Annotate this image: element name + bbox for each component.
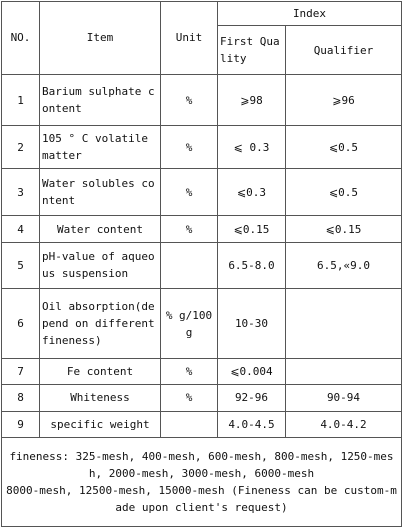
- row-item: Water content: [40, 216, 161, 242]
- row-qualifier: 6.5,«9.0: [286, 242, 402, 289]
- row-unit: %: [161, 359, 218, 385]
- table-row: [2, 411, 402, 437]
- row-first-quality: ⩽ 0.3: [218, 126, 286, 168]
- row-unit: %: [161, 385, 218, 411]
- table-row: [2, 126, 402, 168]
- row-qualifier: 4.0-4.2: [286, 411, 402, 437]
- row-item: 105 ° C volatile matter: [40, 126, 161, 168]
- specification-table: [1, 1, 402, 527]
- table-row: [2, 289, 402, 359]
- fineness-note-cell: [2, 437, 402, 526]
- row-qualifier: ⩾96: [286, 74, 402, 126]
- row-no: 3: [2, 168, 40, 216]
- row-first-quality: ⩾98: [218, 74, 286, 126]
- table-row: [2, 216, 402, 242]
- row-first-quality: 6.5-8.0: [218, 242, 286, 289]
- row-no: 8: [2, 385, 40, 411]
- row-first-quality: 92-96: [218, 385, 286, 411]
- row-item: Oil absorption(depend on different fineness): [40, 289, 161, 359]
- header-qualifier: Qualifier: [286, 26, 402, 75]
- row-unit: %: [161, 216, 218, 242]
- row-no: 9: [2, 411, 40, 437]
- row-no: 7: [2, 359, 40, 385]
- row-qualifier: ⩽0.5: [286, 168, 402, 216]
- row-unit: %: [161, 168, 218, 216]
- row-no: 2: [2, 126, 40, 168]
- row-no: 4: [2, 216, 40, 242]
- row-no: 5: [2, 242, 40, 289]
- row-no: 1: [2, 74, 40, 126]
- row-first-quality: ⩽0.004: [218, 359, 286, 385]
- row-item: Barium sulphate content: [40, 74, 161, 126]
- row-item: Whiteness: [40, 385, 161, 411]
- row-first-quality: ⩽0.3: [218, 168, 286, 216]
- table-row: [2, 359, 402, 385]
- row-item: specific weight: [40, 411, 161, 437]
- row-qualifier: ⩽0.5: [286, 126, 402, 168]
- fineness-note-line2: 8000-mesh, 12500-mesh, 15000-mesh (Fineness can be custom-made upon client's request): [6, 483, 397, 514]
- fineness-note-row: [2, 437, 402, 526]
- table-row: [2, 168, 402, 216]
- row-first-quality: 10-30: [218, 289, 286, 359]
- row-qualifier: [286, 289, 402, 359]
- row-unit: % g/100g: [161, 289, 218, 359]
- row-unit: [161, 242, 218, 289]
- row-first-quality: ⩽0.15: [218, 216, 286, 242]
- row-unit: [161, 411, 218, 437]
- row-item: Water solubles content: [40, 168, 161, 216]
- row-first-quality: 4.0-4.5: [218, 411, 286, 437]
- fineness-note-line1: fineness: 325-mesh, 400-mesh, 600-mesh, 800-mesh, 1250-mesh, 2000-mesh, 3000-mesh, 6000-mesh: [9, 449, 394, 480]
- table-row: [2, 242, 402, 289]
- header-row-top: [2, 2, 402, 26]
- row-qualifier: [286, 359, 402, 385]
- row-qualifier: ⩽0.15: [286, 216, 402, 242]
- header-no: NO.: [2, 2, 40, 75]
- table-row: [2, 74, 402, 126]
- row-unit: %: [161, 74, 218, 126]
- row-item: Fe content: [40, 359, 161, 385]
- row-qualifier: 90-94: [286, 385, 402, 411]
- row-unit: %: [161, 126, 218, 168]
- row-no: 6: [2, 289, 40, 359]
- header-first-quality: First Quality: [218, 26, 286, 75]
- header-index: Index: [218, 2, 402, 26]
- table-row: [2, 385, 402, 411]
- header-item: Item: [40, 2, 161, 75]
- header-unit: Unit: [161, 2, 218, 75]
- row-item: pH-value of aqueous suspension: [40, 242, 161, 289]
